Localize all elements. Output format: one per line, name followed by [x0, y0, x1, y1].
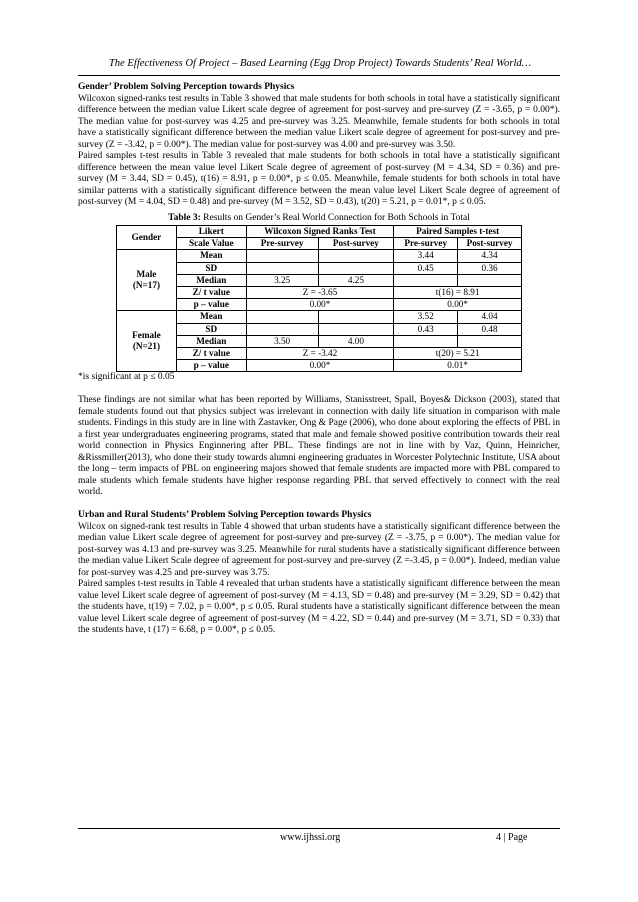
- table3: [116, 225, 522, 372]
- header-paired-pre: Pre-survey: [394, 238, 458, 250]
- footer-page-number: 4 | Page: [496, 832, 528, 843]
- paragraph-gender-wilcoxon: Wilcoxon signed-ranks test results in Table 3 showed that male students for both schools in total have a statistically significant difference between the median value Likert scale degree of agreement for post-survey and pre-survey (Z = -3.65, p = 0.00*). The median value for post-survey was 4.25 and pre-survey was 3.25. Meanwhile, female students for both schools in total have a statistically significant difference between the median value Likert scale degree of agreement for post-survey and pre-survey (Z = -3.42, p = 0.00*). The median value for post-survey was 4.00 and pre-survey was 3.50.: [78, 93, 560, 150]
- cell-female-mean-pre: 3.52: [394, 311, 458, 323]
- group-n: (N=17): [132, 280, 161, 291]
- header-paired-post: Post-survey: [458, 238, 522, 250]
- header-gender: Gender: [117, 226, 177, 250]
- table-row: [117, 287, 522, 299]
- cell-female-z: Z = -3.42: [246, 348, 394, 360]
- paragraph-urban-wilcoxon: Wilcox on signed-rank test results in Table 4 showed that urban students have a statistically significant difference between the median value Likert scale degree of agreement for post-survey and pre-survey (Z = -3.75, p = 0.00*). The median value for post-survey was 4.13 and pre-survey was 3.25. Meanwhile for rural students have a statistically significant difference between the median value Likert Scale degree of agreement for post-survey and pre-survey (Z =-3.45, p = 0.00*). Indeed, median value for post-survey was 4.25 and pre-survey was 3.75.: [78, 521, 560, 578]
- cell-empty: [394, 335, 458, 347]
- header-wilcoxon-post: Post-survey: [318, 238, 394, 250]
- group-label: Female: [132, 330, 161, 341]
- header-wilcoxon-pre: Pre-survey: [246, 238, 318, 250]
- row-label-zt: Z/ t value: [176, 348, 246, 360]
- spacer: [78, 384, 560, 396]
- group-female: [117, 311, 177, 372]
- cell-male-t: t(16) = 8.91: [394, 287, 522, 299]
- table3-caption: [78, 213, 560, 225]
- cell-empty: [246, 311, 318, 323]
- cell-male-mean-pre: 3.44: [394, 250, 458, 262]
- cell-male-median-post: 4.25: [318, 274, 394, 286]
- row-label-p: p – value: [176, 360, 246, 372]
- table-row: [117, 348, 522, 360]
- group-n: (N=21): [132, 341, 161, 352]
- group-label: Male: [136, 269, 157, 280]
- table-row: [117, 323, 522, 335]
- cell-empty: [318, 262, 394, 274]
- cell-male-mean-post: 4.34: [458, 250, 522, 262]
- header-wilcoxon: Wilcoxon Signed Ranks Test: [246, 226, 394, 238]
- cell-empty: [246, 262, 318, 274]
- cell-empty: [246, 250, 318, 262]
- cell-female-t: t(20) = 5.21: [394, 348, 522, 360]
- table3-caption-text: Results on Gender’s Real World Connection for Both Schools in Total: [200, 212, 470, 223]
- cell-male-sd-post: 0.36: [458, 262, 522, 274]
- cell-male-p-ttest: 0.00*: [394, 299, 522, 311]
- group-male: [117, 250, 177, 311]
- table-row: [117, 335, 522, 347]
- header-likert: Likert: [176, 226, 246, 238]
- cell-empty: [394, 274, 458, 286]
- row-label-mean: Mean: [176, 250, 246, 262]
- row-label-zt: Z/ t value: [176, 287, 246, 299]
- row-label-sd: SD: [176, 323, 246, 335]
- section-heading-urban-rural: Urban and Rural Students’ Problem Solving Perception towards Physics: [78, 510, 372, 521]
- table-row: [117, 360, 522, 372]
- paragraph-gender-ttest: Paired samples t-test results in Table 3 revealed that male students for both schools in total have a statistically significant difference between the mean value level Likert Scale degree of agreement of post-survey (M = 4.34, SD = 0.36) and pre-survey (M = 3.44, SD = 0.45), t(16) = 8.91, p = 0.00*, p ≤ 0.05. Meanwhile, female students for both schools in total have similar patterns with a statistically significant difference between the mean value level Likert Scale degree of agreement of post-survey (M = 4.04, SD = 0.48) and pre-survey (M = 3.52, SD = 0.43), t(20) = 5.21, p = 0.01*, p ≤ 0.05.: [78, 151, 560, 207]
- cell-male-sd-pre: 0.45: [394, 262, 458, 274]
- running-header: The Effectiveness Of Project – Based Learning (Egg Drop Project) Towards Students’ Real World…: [108, 58, 532, 69]
- paragraph-urban-ttest: Paired samples t-test results in Table 4 revealed that urban students have a statistically significant difference between the mean value level Likert scale degree of agreement of post-survey (M = 4.13, SD = 0.48) and pre-survey (M = 3.29, SD = 0.42) that the students have, t(19) = 7.02, p = 0.00*, p ≤ 0.05. Rural students have a statistically significant difference between the mean value level Likert scale degree of agreement of post-survey (M = 4.22, SD = 0.44) and pre-survey (M = 3.71, SD = 0.33) that the students have, t (17) = 6.68, p = 0.00*, p ≤ 0.05.: [78, 579, 560, 636]
- table-header-row: [117, 226, 522, 238]
- cell-female-p-wilcoxon: 0.00*: [246, 360, 394, 372]
- table-row: [117, 274, 522, 286]
- cell-female-median-post: 4.00: [318, 335, 394, 347]
- cell-empty: [458, 274, 522, 286]
- header-paired: Paired Samples t-test: [394, 226, 522, 238]
- cell-male-p-wilcoxon: 0.00*: [246, 299, 394, 311]
- header-scale-value: Scale Value: [176, 238, 246, 250]
- cell-empty: [318, 311, 394, 323]
- table-row: [117, 311, 522, 323]
- row-label-p: p – value: [176, 299, 246, 311]
- cell-female-median-pre: 3.50: [246, 335, 318, 347]
- cell-female-sd-pre: 0.43: [394, 323, 458, 335]
- cell-empty: [318, 323, 394, 335]
- paragraph-findings: These findings are not similar what has been reported by Williams, Stanisstreet, Spall, Boyes& Dickson (2003), stated that female students found out that physics subject was irrelevant in connection with daily life situation in comparison with male students. Findings in this study are in line with Zastavker, Ong & Page (2006), who done about exploring the effects of PBL in a first year undergraduates engineering programs, stated that male and female showed positive contribution towards their real world connection in Physics Enginnering after PBL. These findings are not in line with by Vaz, Quinn, Heinricher, &Rissmiller(2013), who done their study towards alumni engineering graduates in Worcester Polytechnic Institute, USA about the long – term impacts of PBL on engineering majors showed that female students are impacted more with PBL compared to male students which female students have higher response regarding PBL that served effectively to connect with the real world.: [78, 395, 560, 498]
- table3-significance-note: *is significant at p ≤ 0.05: [78, 372, 175, 383]
- row-label-median: Median: [176, 274, 246, 286]
- row-label-mean: Mean: [176, 311, 246, 323]
- cell-empty: [318, 250, 394, 262]
- cell-empty: [246, 323, 318, 335]
- row-label-sd: SD: [176, 262, 246, 274]
- footer-website: www.ijhssi.org: [280, 832, 341, 843]
- header-rule: [78, 75, 560, 76]
- table-row: [117, 262, 522, 274]
- table-row: [117, 250, 522, 262]
- footer-rule: [78, 828, 560, 829]
- section-heading-gender: Gender’ Problem Solving Perception towards Physics: [78, 82, 295, 92]
- cell-male-median-pre: 3.25: [246, 274, 318, 286]
- cell-female-p-ttest: 0.01*: [394, 360, 522, 372]
- cell-female-sd-post: 0.48: [458, 323, 522, 335]
- table-row: [117, 299, 522, 311]
- table-subheader-row: [117, 238, 522, 250]
- row-label-median: Median: [176, 335, 246, 347]
- spacer: [78, 499, 560, 511]
- cell-male-z: Z = -3.65: [246, 287, 394, 299]
- table3-caption-label: Table 3:: [168, 212, 201, 223]
- cell-female-mean-post: 4.04: [458, 311, 522, 323]
- cell-empty: [458, 335, 522, 347]
- page-body: [78, 82, 560, 637]
